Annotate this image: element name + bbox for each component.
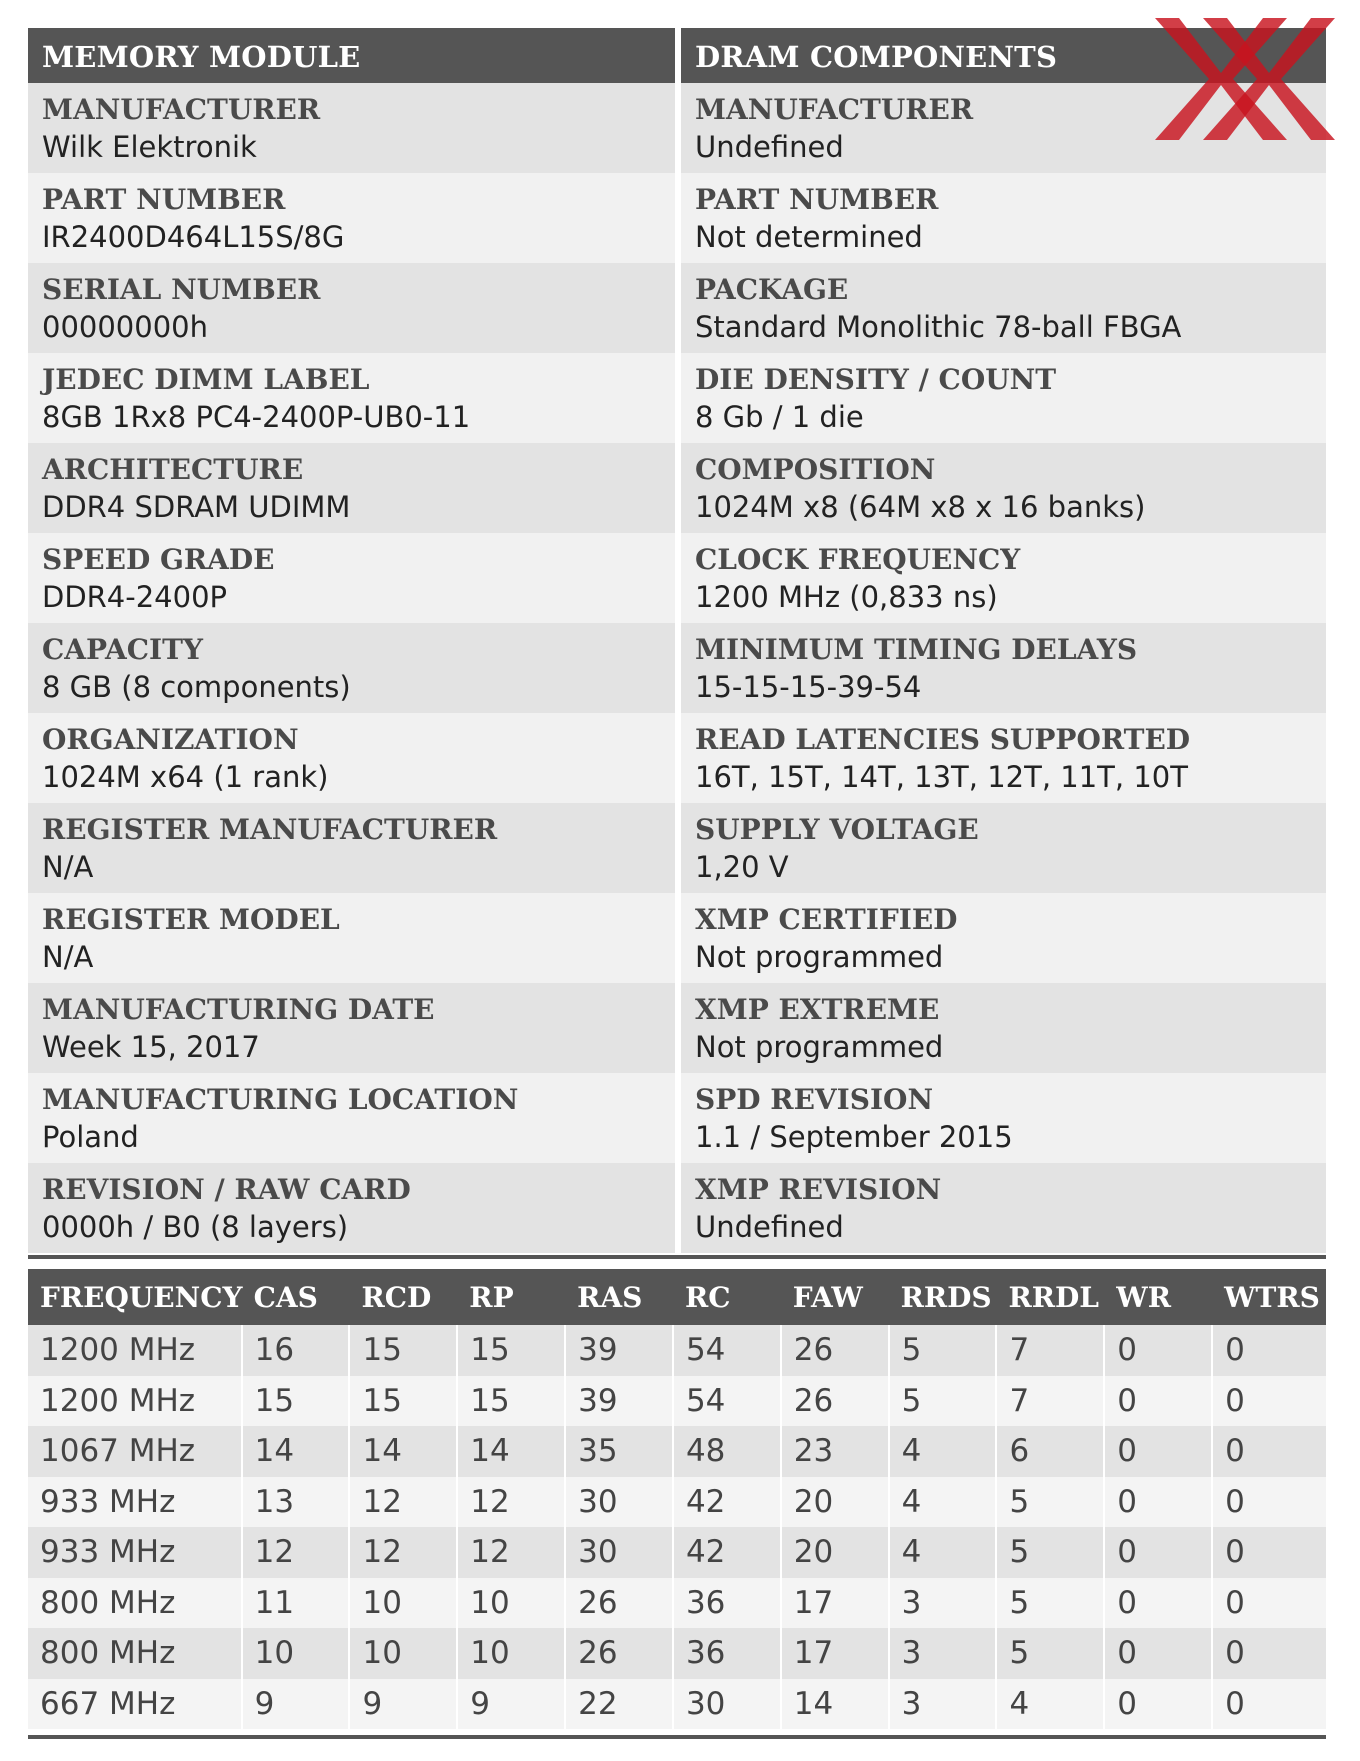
timing-cell: 667 MHz: [28, 1679, 242, 1730]
dram-row-label: XMP EXTREME: [695, 993, 940, 1026]
timing-cell: 12: [349, 1477, 457, 1528]
timing-cell: 35: [565, 1426, 673, 1477]
dram-row-value: Not determined: [695, 220, 923, 254]
timing-cell: 11: [242, 1578, 350, 1629]
timing-cell: 0: [1212, 1527, 1326, 1578]
timing-cell: 933 MHz: [28, 1477, 242, 1528]
memory-module-rows: [28, 83, 675, 1253]
timing-cell: 3: [889, 1679, 997, 1730]
dram-row-value: Undefined: [695, 1210, 844, 1244]
dram-row-label: SUPPLY VOLTAGE: [695, 813, 979, 846]
timing-cell: 10: [242, 1628, 350, 1679]
dram-row-value: 1200 MHz (0,833 ns): [695, 580, 998, 614]
dram-row-label: COMPOSITION: [695, 453, 936, 486]
module-row-value: Wilk Elektronik: [42, 130, 257, 164]
timing-cell: 6: [996, 1426, 1104, 1477]
timing-column-header: CAS: [242, 1269, 350, 1325]
timing-cell: 36: [673, 1628, 781, 1679]
module-row: [28, 1163, 675, 1253]
timing-cell: 10: [457, 1578, 565, 1629]
dram-row: [681, 893, 1326, 983]
module-row: [28, 173, 675, 263]
dram-row-label: PART NUMBER: [695, 183, 939, 216]
table-bottom-line: [28, 1735, 1326, 1739]
timing-cell: 5: [889, 1376, 997, 1427]
timing-cell: 0: [1212, 1325, 1326, 1376]
xx-logo-icon: [1155, 18, 1335, 140]
module-row-label: ORGANIZATION: [42, 723, 299, 756]
timing-cell: 10: [349, 1578, 457, 1629]
module-row-label: REVISION / RAW CARD: [42, 1173, 411, 1206]
timing-cell: 30: [565, 1477, 673, 1528]
module-row: [28, 533, 675, 623]
timing-cell: 36: [673, 1578, 781, 1629]
memory-module-header: MEMORY MODULE: [28, 28, 675, 83]
timing-cell: 12: [457, 1477, 565, 1528]
dram-components-column: [681, 28, 1326, 1253]
timing-cell: 5: [996, 1477, 1104, 1528]
timing-cell: 5: [996, 1578, 1104, 1629]
timing-cell: 4: [889, 1426, 997, 1477]
timing-cell: 14: [781, 1679, 889, 1730]
dram-row-label: MINIMUM TIMING DELAYS: [695, 633, 1138, 666]
timing-cell: 12: [242, 1527, 350, 1578]
module-row-label: ARCHITECTURE: [42, 453, 304, 486]
dram-row: [681, 713, 1326, 803]
timing-cell: 4: [996, 1679, 1104, 1730]
module-row-label: MANUFACTURER: [42, 93, 321, 126]
timing-cell: 5: [996, 1628, 1104, 1679]
timing-row: [28, 1376, 1326, 1427]
dram-row-value: Not programmed: [695, 940, 944, 974]
timing-cell: 20: [781, 1527, 889, 1578]
timing-cell: 10: [349, 1628, 457, 1679]
dram-row: [681, 443, 1326, 533]
timing-cell: 16: [242, 1325, 350, 1376]
timing-row: [28, 1628, 1326, 1679]
timing-cell: 39: [565, 1325, 673, 1376]
section-divider: [28, 1253, 1326, 1259]
module-row: [28, 983, 675, 1073]
dram-row-value: Standard Monolithic 78-ball FBGA: [695, 310, 1182, 344]
timing-cell: 4: [889, 1477, 997, 1528]
dram-row: [681, 1073, 1326, 1163]
module-row-value: DDR4 SDRAM UDIMM: [42, 490, 351, 524]
timing-cell: 17: [781, 1628, 889, 1679]
timing-cell: 3: [889, 1628, 997, 1679]
module-row-value: N/A: [42, 850, 94, 884]
timing-cell: 10: [457, 1628, 565, 1679]
timing-cell: 15: [242, 1376, 350, 1427]
timing-row: [28, 1477, 1326, 1528]
timing-cell: 54: [673, 1376, 781, 1427]
timing-cell: 0: [1212, 1376, 1326, 1427]
dram-row: [681, 623, 1326, 713]
spd-info-panel: [28, 28, 1326, 1739]
timing-cell: 5: [996, 1527, 1104, 1578]
module-row: [28, 353, 675, 443]
timing-cell: 800 MHz: [28, 1628, 242, 1679]
dram-row: [681, 1163, 1326, 1253]
module-row-value: 00000000h: [42, 310, 208, 344]
timing-cell: 0: [1104, 1679, 1212, 1730]
module-row-value: 1024M x64 (1 rank): [42, 760, 329, 794]
timing-cell: 0: [1104, 1527, 1212, 1578]
timing-table-header: [28, 1269, 1326, 1325]
module-row: [28, 1073, 675, 1163]
timing-cell: 0: [1212, 1628, 1326, 1679]
dram-row-value: 8 Gb / 1 die: [695, 400, 864, 434]
timing-cell: 0: [1104, 1628, 1212, 1679]
dram-row-value: 1.1 / September 2015: [695, 1120, 1013, 1154]
dram-row-label: PACKAGE: [695, 273, 849, 306]
dram-row-value: 15-15-15-39-54: [695, 670, 922, 704]
module-row-label: MANUFACTURING DATE: [42, 993, 435, 1026]
module-row-label: JEDEC DIMM LABEL: [42, 363, 370, 396]
timing-cell: 0: [1104, 1376, 1212, 1427]
timing-cell: 7: [996, 1325, 1104, 1376]
timing-cell: 26: [781, 1376, 889, 1427]
dram-components-rows: [681, 83, 1326, 1253]
timing-cell: 0: [1212, 1477, 1326, 1528]
module-row: [28, 263, 675, 353]
module-dram-grid: [28, 28, 1326, 1253]
timing-cell: 30: [673, 1679, 781, 1730]
timing-cell: 15: [457, 1376, 565, 1427]
module-row: [28, 443, 675, 533]
timing-cell: 0: [1104, 1426, 1212, 1477]
timing-cell: 1200 MHz: [28, 1325, 242, 1376]
timing-column-header: WR: [1104, 1269, 1212, 1325]
timing-cell: 5: [889, 1325, 997, 1376]
timing-cell: 933 MHz: [28, 1527, 242, 1578]
module-row-value: IR2400D464L15S/8G: [42, 220, 345, 254]
module-row: [28, 893, 675, 983]
module-row: [28, 623, 675, 713]
dram-row-label: READ LATENCIES SUPPORTED: [695, 723, 1191, 756]
timing-table-body: [28, 1325, 1326, 1729]
timing-row: [28, 1426, 1326, 1477]
timing-cell: 17: [781, 1578, 889, 1629]
timing-column-header: RAS: [565, 1269, 673, 1325]
timing-cell: 0: [1104, 1477, 1212, 1528]
timing-cell: 3: [889, 1578, 997, 1629]
timing-cell: 1200 MHz: [28, 1376, 242, 1427]
timing-cell: 42: [673, 1527, 781, 1578]
timing-cell: 22: [565, 1679, 673, 1730]
dram-row-label: XMP CERTIFIED: [695, 903, 958, 936]
timing-cell: 14: [242, 1426, 350, 1477]
timing-cell: 800 MHz: [28, 1578, 242, 1629]
timing-row: [28, 1527, 1326, 1578]
timing-cell: 4: [889, 1527, 997, 1578]
timing-cell: 30: [565, 1527, 673, 1578]
timing-cell: 39: [565, 1376, 673, 1427]
timing-cell: 12: [349, 1527, 457, 1578]
dram-row-label: XMP REVISION: [695, 1173, 942, 1206]
module-row-value: 8 GB (8 components): [42, 670, 351, 704]
timing-cell: 42: [673, 1477, 781, 1528]
timing-column-header: FAW: [781, 1269, 889, 1325]
dram-row: [681, 983, 1326, 1073]
timing-cell: 0: [1212, 1578, 1326, 1629]
timing-row: [28, 1578, 1326, 1629]
timing-column-header: FREQUENCY: [28, 1269, 242, 1325]
dram-row-label: MANUFACTURER: [695, 93, 974, 126]
dram-row: [681, 533, 1326, 623]
dram-row-value: Undefined: [695, 130, 844, 164]
timing-cell: 26: [781, 1325, 889, 1376]
timing-column-header: RCD: [349, 1269, 457, 1325]
timing-cell: 1067 MHz: [28, 1426, 242, 1477]
module-row-label: MANUFACTURING LOCATION: [42, 1083, 519, 1116]
dram-row-label: DIE DENSITY / COUNT: [695, 363, 1057, 396]
timing-cell: 48: [673, 1426, 781, 1477]
module-row-label: SERIAL NUMBER: [42, 273, 321, 306]
timing-cell: 26: [565, 1578, 673, 1629]
module-row-value: N/A: [42, 940, 94, 974]
timing-cell: 15: [349, 1325, 457, 1376]
timing-cell: 9: [242, 1679, 350, 1730]
timing-cell: 23: [781, 1426, 889, 1477]
timing-column-header: RC: [673, 1269, 781, 1325]
timing-cell: 15: [349, 1376, 457, 1427]
dram-row-value: Not programmed: [695, 1030, 944, 1064]
timing-cell: 7: [996, 1376, 1104, 1427]
module-row: [28, 83, 675, 173]
module-row-label: SPEED GRADE: [42, 543, 275, 576]
timing-cell: 14: [349, 1426, 457, 1477]
timing-column-header: RRDL: [996, 1269, 1104, 1325]
timing-cell: 9: [457, 1679, 565, 1730]
module-row-value: Poland: [42, 1120, 139, 1154]
timing-cell: 15: [457, 1325, 565, 1376]
timing-cell: 9: [349, 1679, 457, 1730]
timing-cell: 54: [673, 1325, 781, 1376]
module-row-label: REGISTER MODEL: [42, 903, 340, 936]
module-row-value: DDR4-2400P: [42, 580, 228, 614]
timing-cell: 0: [1212, 1426, 1326, 1477]
timing-cell: 12: [457, 1527, 565, 1578]
module-row-label: PART NUMBER: [42, 183, 286, 216]
memory-module-column: [28, 28, 675, 1253]
module-row: [28, 803, 675, 893]
timing-row: [28, 1325, 1326, 1376]
timing-cell: 13: [242, 1477, 350, 1528]
dram-row-label: CLOCK FREQUENCY: [695, 543, 1021, 576]
dram-row-value: 16T, 15T, 14T, 13T, 12T, 11T, 10T: [695, 760, 1188, 794]
module-row: [28, 713, 675, 803]
timing-cell: 14: [457, 1426, 565, 1477]
dram-row-value: 1,20 V: [695, 850, 789, 884]
timing-cell: 0: [1104, 1325, 1212, 1376]
module-row-label: CAPACITY: [42, 633, 203, 666]
timing-row: [28, 1679, 1326, 1730]
dram-row-label: SPD REVISION: [695, 1083, 934, 1116]
timing-column-header: RP: [457, 1269, 565, 1325]
dram-row-value: 1024M x8 (64M x8 x 16 banks): [695, 490, 1146, 524]
dram-row: [681, 353, 1326, 443]
timing-table: [28, 1269, 1326, 1729]
dram-row: [681, 263, 1326, 353]
timing-column-header: WTRS: [1212, 1269, 1326, 1325]
dram-row: [681, 173, 1326, 263]
module-row-label: REGISTER MANUFACTURER: [42, 813, 498, 846]
dram-components-header: DRAM COMPONENTS: [681, 28, 1326, 83]
timing-column-header: RRDS: [889, 1269, 997, 1325]
timing-cell: 0: [1212, 1679, 1326, 1730]
timing-cell: 26: [565, 1628, 673, 1679]
timing-cell: 20: [781, 1477, 889, 1528]
module-row-value: 0000h / B0 (8 layers): [42, 1210, 349, 1244]
module-row-value: 8GB 1Rx8 PC4-2400P-UB0-11: [42, 400, 471, 434]
dram-row: [681, 803, 1326, 893]
timing-cell: 0: [1104, 1578, 1212, 1629]
module-row-value: Week 15, 2017: [42, 1030, 260, 1064]
